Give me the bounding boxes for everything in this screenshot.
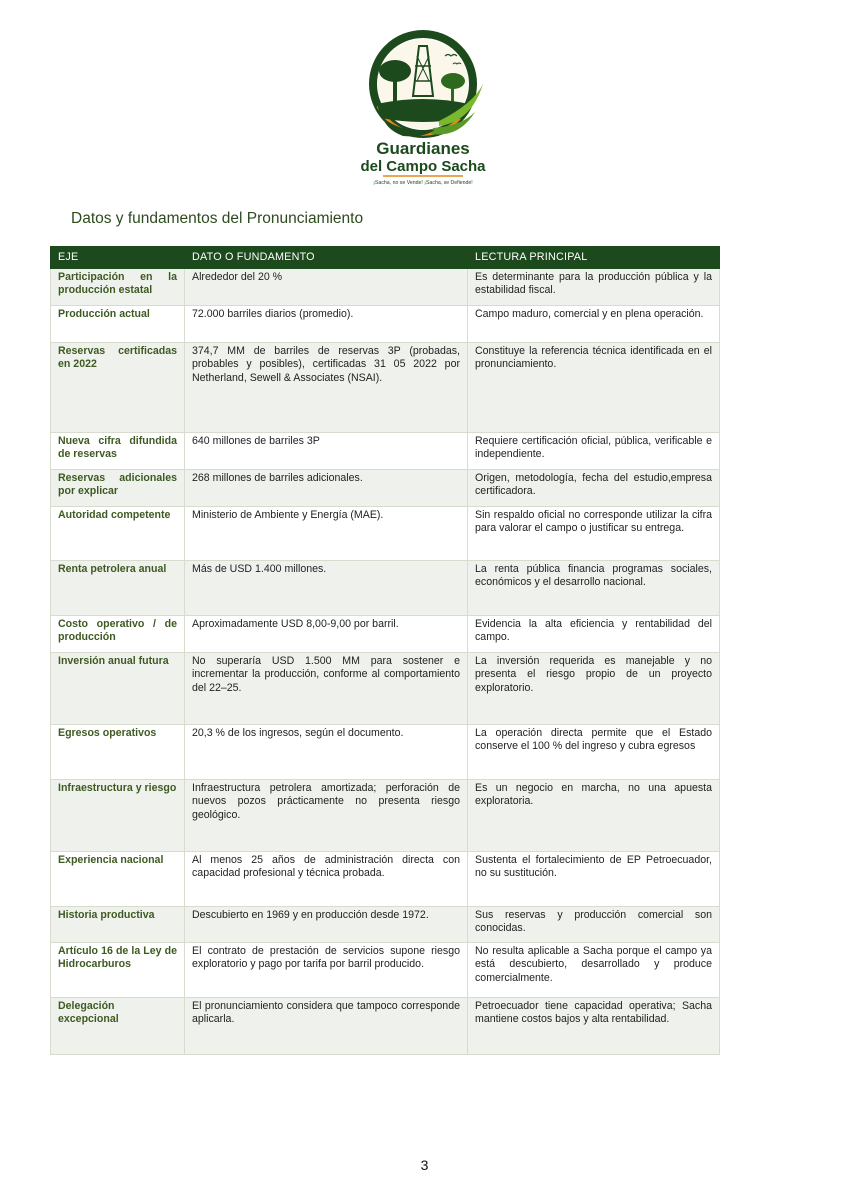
cell-lectura: Sin respaldo oficial no corresponde utilizar la cifra para valorar el campo o justificar su entrega. [468, 507, 720, 561]
cell-dato: No superaría USD 1.500 MM para sostener e incrementar la producción, conforme al comportamiento del 22–25. [185, 653, 468, 725]
cell-lectura: No resulta aplicable a Sacha porque el campo ya está descubierto, desarrollado y produce comercialmente. [468, 943, 720, 998]
cell-eje: Renta petrolera anual [51, 561, 185, 616]
cell-dato: Descubierto en 1969 y en producción desde 1972. [185, 907, 468, 943]
logo-tagline: ¡Sacha, no se Vende! ¡Sacha, se Defiende! [373, 180, 473, 186]
table-row [51, 725, 720, 780]
header-dato: DATO O FUNDAMENTO [185, 247, 468, 269]
cell-lectura: Origen, metodología, fecha del estudio,empresa certificadora. [468, 470, 720, 507]
table-row [51, 852, 720, 907]
cell-dato: 268 millones de barriles adicionales. [185, 470, 468, 507]
table-row [51, 269, 720, 306]
cell-eje: Egresos operativos [51, 725, 185, 780]
cell-lectura: Sustenta el fortalecimiento de EP Petroecuador, no su sustitución. [468, 852, 720, 907]
cell-eje: Inversión anual futura [51, 653, 185, 725]
table-row [51, 943, 720, 998]
logo-line1: Guardianes [376, 139, 470, 158]
table-row [51, 907, 720, 943]
table-row [51, 306, 720, 343]
cell-dato: El pronunciamiento considera que tampoco corresponde aplicarla. [185, 998, 468, 1055]
header-eje: EJE [51, 247, 185, 269]
table-header-row [51, 247, 720, 269]
cell-eje: Reservas certificadas en 2022 [51, 343, 185, 433]
cell-eje: Delegación excepcional [51, 998, 185, 1055]
cell-dato: Infraestructura petrolera amortizada; perforación de nuevos pozos prácticamente no presenta riesgo geológico. [185, 780, 468, 852]
cell-lectura: Evidencia la alta eficiencia y rentabilidad del campo. [468, 616, 720, 653]
cell-eje: Infraestructura y riesgo [51, 780, 185, 852]
cell-lectura: Es un negocio en marcha, no una apuesta exploratoria. [468, 780, 720, 852]
logo-line2: del Campo Sacha [360, 158, 486, 175]
cell-lectura: Petroecuador tiene capacidad operativa; Sacha mantiene costos bajos y alta rentabilidad. [468, 998, 720, 1055]
cell-dato: El contrato de prestación de servicios supone riesgo exploratorio y pago por tarifa por barril producido. [185, 943, 468, 998]
cell-dato: Aproximadamente USD 8,00-9,00 por barril. [185, 616, 468, 653]
cell-lectura: Requiere certificación oficial, pública, verificable e independiente. [468, 433, 720, 470]
data-table [50, 246, 720, 1055]
table-row [51, 470, 720, 507]
cell-dato: Más de USD 1.400 millones. [185, 561, 468, 616]
cell-lectura: Sus reservas y producción comercial son conocidas. [468, 907, 720, 943]
logo [343, 26, 503, 188]
section-title: Datos y fundamentos del Pronunciamiento [71, 210, 364, 227]
page-number: 3 [420, 1157, 429, 1173]
cell-eje: Participación en la producción estatal [51, 269, 185, 306]
table-row [51, 507, 720, 561]
cell-lectura: La renta pública financia programas sociales, económicos y el desarrollo nacional. [468, 561, 720, 616]
table-row [51, 653, 720, 725]
cell-dato: 20,3 % de los ingresos, según el documento. [185, 725, 468, 780]
cell-eje: Experiencia nacional [51, 852, 185, 907]
cell-eje: Nueva cifra difundida de reservas [51, 433, 185, 470]
table-row [51, 433, 720, 470]
cell-eje: Producción actual [51, 306, 185, 343]
cell-dato: Alrededor del 20 % [185, 269, 468, 306]
cell-lectura: La operación directa permite que el Estado conserve el 100 % del ingreso y cubra egresos [468, 725, 720, 780]
cell-eje: Historia productiva [51, 907, 185, 943]
cell-lectura: Campo maduro, comercial y en plena operación. [468, 306, 720, 343]
cell-lectura: Constituye la referencia técnica identificada en el pronunciamiento. [468, 343, 720, 433]
cell-dato: Al menos 25 años de administración directa con capacidad profesional y técnica probada. [185, 852, 468, 907]
table-row [51, 616, 720, 653]
table-row [51, 780, 720, 852]
header-lectura: LECTURA PRINCIPAL [468, 247, 720, 269]
table-row [51, 998, 720, 1055]
cell-dato: 72.000 barriles diarios (promedio). [185, 306, 468, 343]
cell-eje: Artículo 16 de la Ley de Hidrocarburos [51, 943, 185, 998]
cell-lectura: Es determinante para la producción pública y la estabilidad fiscal. [468, 269, 720, 306]
table-row [51, 343, 720, 433]
guardianes-logo-emblem [343, 26, 503, 188]
table-row [51, 561, 720, 616]
cell-dato: Ministerio de Ambiente y Energía (MAE). [185, 507, 468, 561]
cell-eje: Reservas adicionales por explicar [51, 470, 185, 507]
cell-dato: 374,7 MM de barriles de reservas 3P (probadas, probables y posibles), certificadas 31 05 2022 por Netherland, Sewell & Associates (NSAI). [185, 343, 468, 433]
cell-eje: Autoridad competente [51, 507, 185, 561]
cell-dato: 640 millones de barriles 3P [185, 433, 468, 470]
cell-lectura: La inversión requerida es manejable y no presenta el riesgo propio de un proyecto exploratorio. [468, 653, 720, 725]
cell-eje: Costo operativo / de producción [51, 616, 185, 653]
